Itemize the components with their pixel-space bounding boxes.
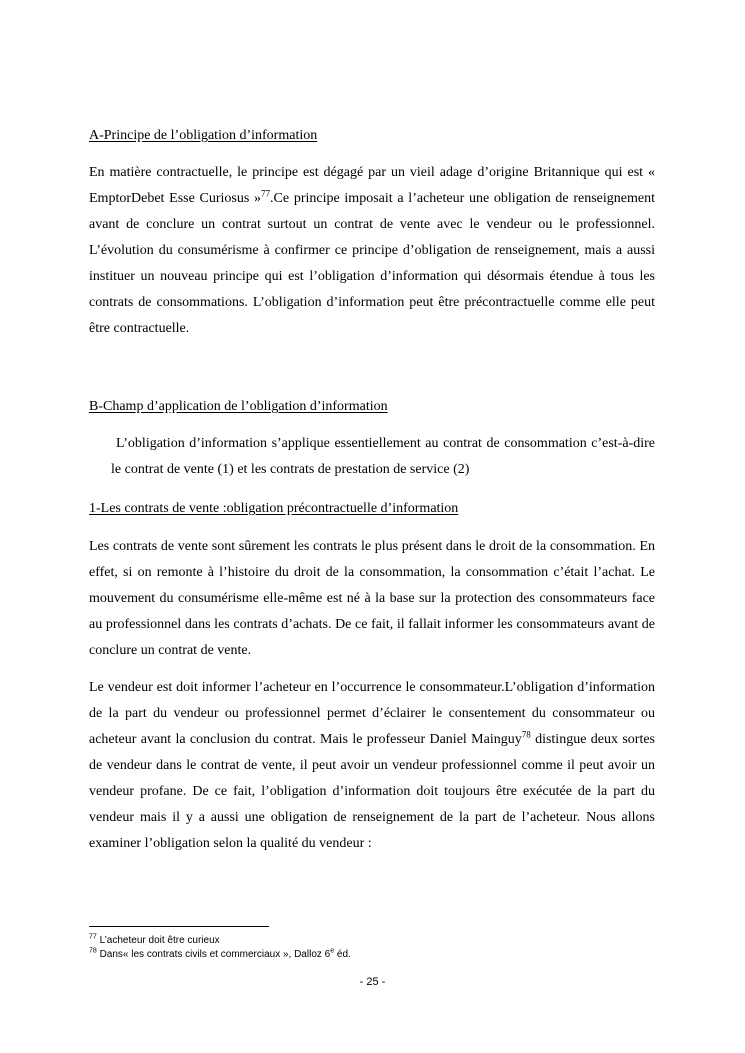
footnote-ref-78: 78 bbox=[521, 729, 531, 740]
subsection-1-paragraph-2: Le vendeur est doit informer l’acheteur en l’occurrence le consommateur.L’obligation d’information de la part du vendeur ou professionnel permet d’éclairer le consentement du consommateur ou acheteur avant la conclusion du contrat. Mais le professeur Daniel Mainguy$^{78}$ distingue deux sortes de vendeur dans le contrat de vente, il peut avoir un vendeur professionnel comme il peut avoir un vendeur profane. De ce fait, l’obligation d’information doit toujours être exécutée de la part du vendeur mais il y a aussi une obligation de renseignement de la part de l’acheteur. Nous allons examiner l’obligation selon la qualité du vendeur : bbox=[89, 680, 655, 851]
subsection-1-heading: 1-Les contrats de vente :obligation précontractuelle d’information bbox=[89, 501, 459, 516]
footnote-divider bbox=[89, 926, 269, 927]
section-b-intro-paragraph: L’obligation d’information s’applique essentiellement au contrat de consommation c’est-à-dire le contrat de vente (1) et les contrats de prestation de service (2) bbox=[111, 436, 655, 477]
subsection-1-paragraph-1: Les contrats de vente sont sûrement les contrats le plus présent dans le droit de la consommation. En effet, si on remonte à l’histoire du droit de la consommation, la consommation c’était l’achat. Le mouvement du consumérisme elle-même est né à la base sur la protection des consommateurs face au professionnel dans les contrats d’achats. De ce fait, il fallait informer les consommateurs avant de conclure un contrat de vente. bbox=[89, 539, 655, 658]
section-a-paragraph: En matière contractuelle, le principe est dégagé par un vieil adage d’origine Britannique qui est « EmptorDebet Esse Curiosus »$^{77}$.Ce principe imposait a l’acheteur une obligation de renseignement avant de conclure un contrat surtout un contrat de vente avec le vendeur ou le professionnel. L’évolution du consumérisme à confirmer ce principe d’obligation de renseignement, mais a aussi instituer un nouveau principe qui est l’obligation d’information qui désormais étendue à tous les contrats de consommations. L’obligation d’information peut être précontractuelle comme elle peut être contractuelle. bbox=[89, 165, 655, 336]
footnote-77: $^{77}$ L’acheteur doit être curieux bbox=[89, 933, 220, 946]
footnote-78: $^{78}$ Dans« les contrats civils et commerciaux », Dalloz 6e éd. bbox=[89, 947, 351, 960]
page-number: - 25 - bbox=[359, 976, 386, 988]
section-a-heading: A-Principe de l’obligation d’information bbox=[89, 128, 318, 143]
section-b-heading: B-Champ d’application de l’obligation d’information bbox=[89, 399, 388, 414]
footnote-ref-77: 77 bbox=[261, 188, 271, 199]
